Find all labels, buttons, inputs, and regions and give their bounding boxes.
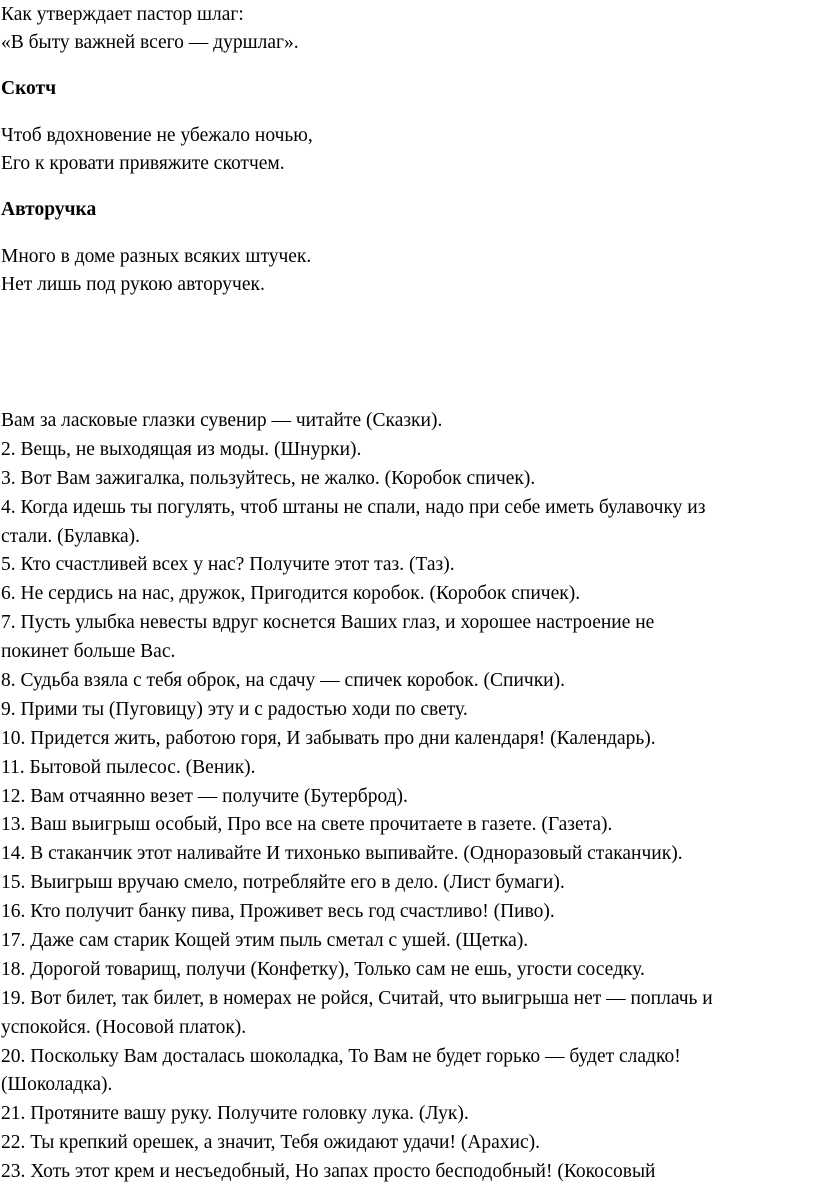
list-item: 2. Вещь, не выходящая из моды. (Шнурки).: [1, 438, 362, 460]
list-item: 4. Когда идешь ты погулять, чтоб штаны не спали, надо при себе иметь булавочку из: [1, 496, 706, 518]
list-item: 22. Ты крепкий орешек, а значит, Тебя ожидают удачи! (Арахис).: [1, 1132, 541, 1154]
list-item: 18. Дорогой товарищ, получи (Конфетку), Только сам не ешь, угости соседку.: [1, 958, 645, 980]
list-item: 5. Кто счастливей всех у нас? Получите этот таз. (Таз).: [1, 554, 455, 576]
verse-line: Чтоб вдохновение не убежало ночью,: [1, 125, 313, 146]
list-item: 14. В стаканчик этот наливайте И тихонько выпивайте. (Одноразовый стаканчик).: [1, 843, 683, 865]
list-item: успокойся. (Носовой платок).: [1, 1016, 247, 1038]
list-item: 10. Придется жить, работою горя, И забывать про дни календаря! (Календарь).: [1, 727, 656, 749]
list-item: Вам за ласковые глазки сувенир — читайте (Сказки).: [1, 410, 443, 431]
list-item: 8. Судьба взяла с тебя оброк, на сдачу — спичек коробок. (Спички).: [1, 670, 565, 692]
verse-line: Много в доме разных всяких штучек.: [1, 246, 312, 267]
list-item: 20. Поскольку Вам досталась шоколадка, То Вам не будет горько — будет сладко!: [1, 1045, 681, 1067]
list-item: 15. Выигрыш вручаю смело, потребляйте его в дело. (Лист бумаги).: [1, 872, 565, 894]
list-item: покинет больше Вас.: [1, 641, 176, 663]
list-item: 19. Вот билет, так билет, в номерах не ройся, Считай, что выигрыша нет — поплачь и: [1, 987, 713, 1009]
intro-line: Как утверждает пастор шлаг:: [1, 4, 244, 25]
list-item: 16. Кто получит банку пива, Проживет весь год счастливо! (Пиво).: [1, 901, 555, 923]
list-item: 13. Ваш выигрыш особый, Про все на свете прочитаете в газете. (Газета).: [1, 814, 613, 836]
list-item: 6. Не сердись на нас, дружок, Пригодится коробок. (Коробок спичек).: [1, 583, 581, 605]
verse-line: Его к кровати привяжите скотчем.: [1, 153, 285, 174]
list-item: (Шоколадка).: [1, 1074, 113, 1096]
list-item: 7. Пусть улыбка невесты вдруг коснется Ваших глаз, и хорошее настроение не: [1, 612, 655, 634]
prize-list: [1, 407, 807, 1187]
list-item: 23. Хоть этот крем и несъедобный, Но запах просто бесподобный! (Кокосовый: [1, 1161, 656, 1183]
list-item: 21. Протяните вашу руку. Получите головку лука. (Лук).: [1, 1103, 469, 1125]
section-heading: Авторучка: [1, 199, 97, 220]
intro-line: «В быту важней всего — дуршлаг».: [1, 32, 299, 53]
list-item: 12. Вам отчаянно везет — получите (Бутерброд).: [1, 785, 408, 807]
list-item: стали. (Булавка).: [1, 525, 141, 547]
list-item: 9. Прими ты (Пуговицу) эту и с радостью ходи по свету.: [1, 698, 468, 720]
list-item: 17. Даже сам старик Кощей этим пыль сметал с ушей. (Щетка).: [1, 930, 529, 952]
verse-line: Нет лишь под рукою авторучек.: [1, 274, 265, 295]
document-page: [1, 0, 807, 1187]
section-heading: Скотч: [1, 78, 57, 99]
list-item: 11. Бытовой пылесос. (Веник).: [1, 756, 256, 778]
list-item: 3. Вот Вам зажигалка, пользуйтесь, не жалко. (Коробок спичек).: [1, 467, 536, 489]
